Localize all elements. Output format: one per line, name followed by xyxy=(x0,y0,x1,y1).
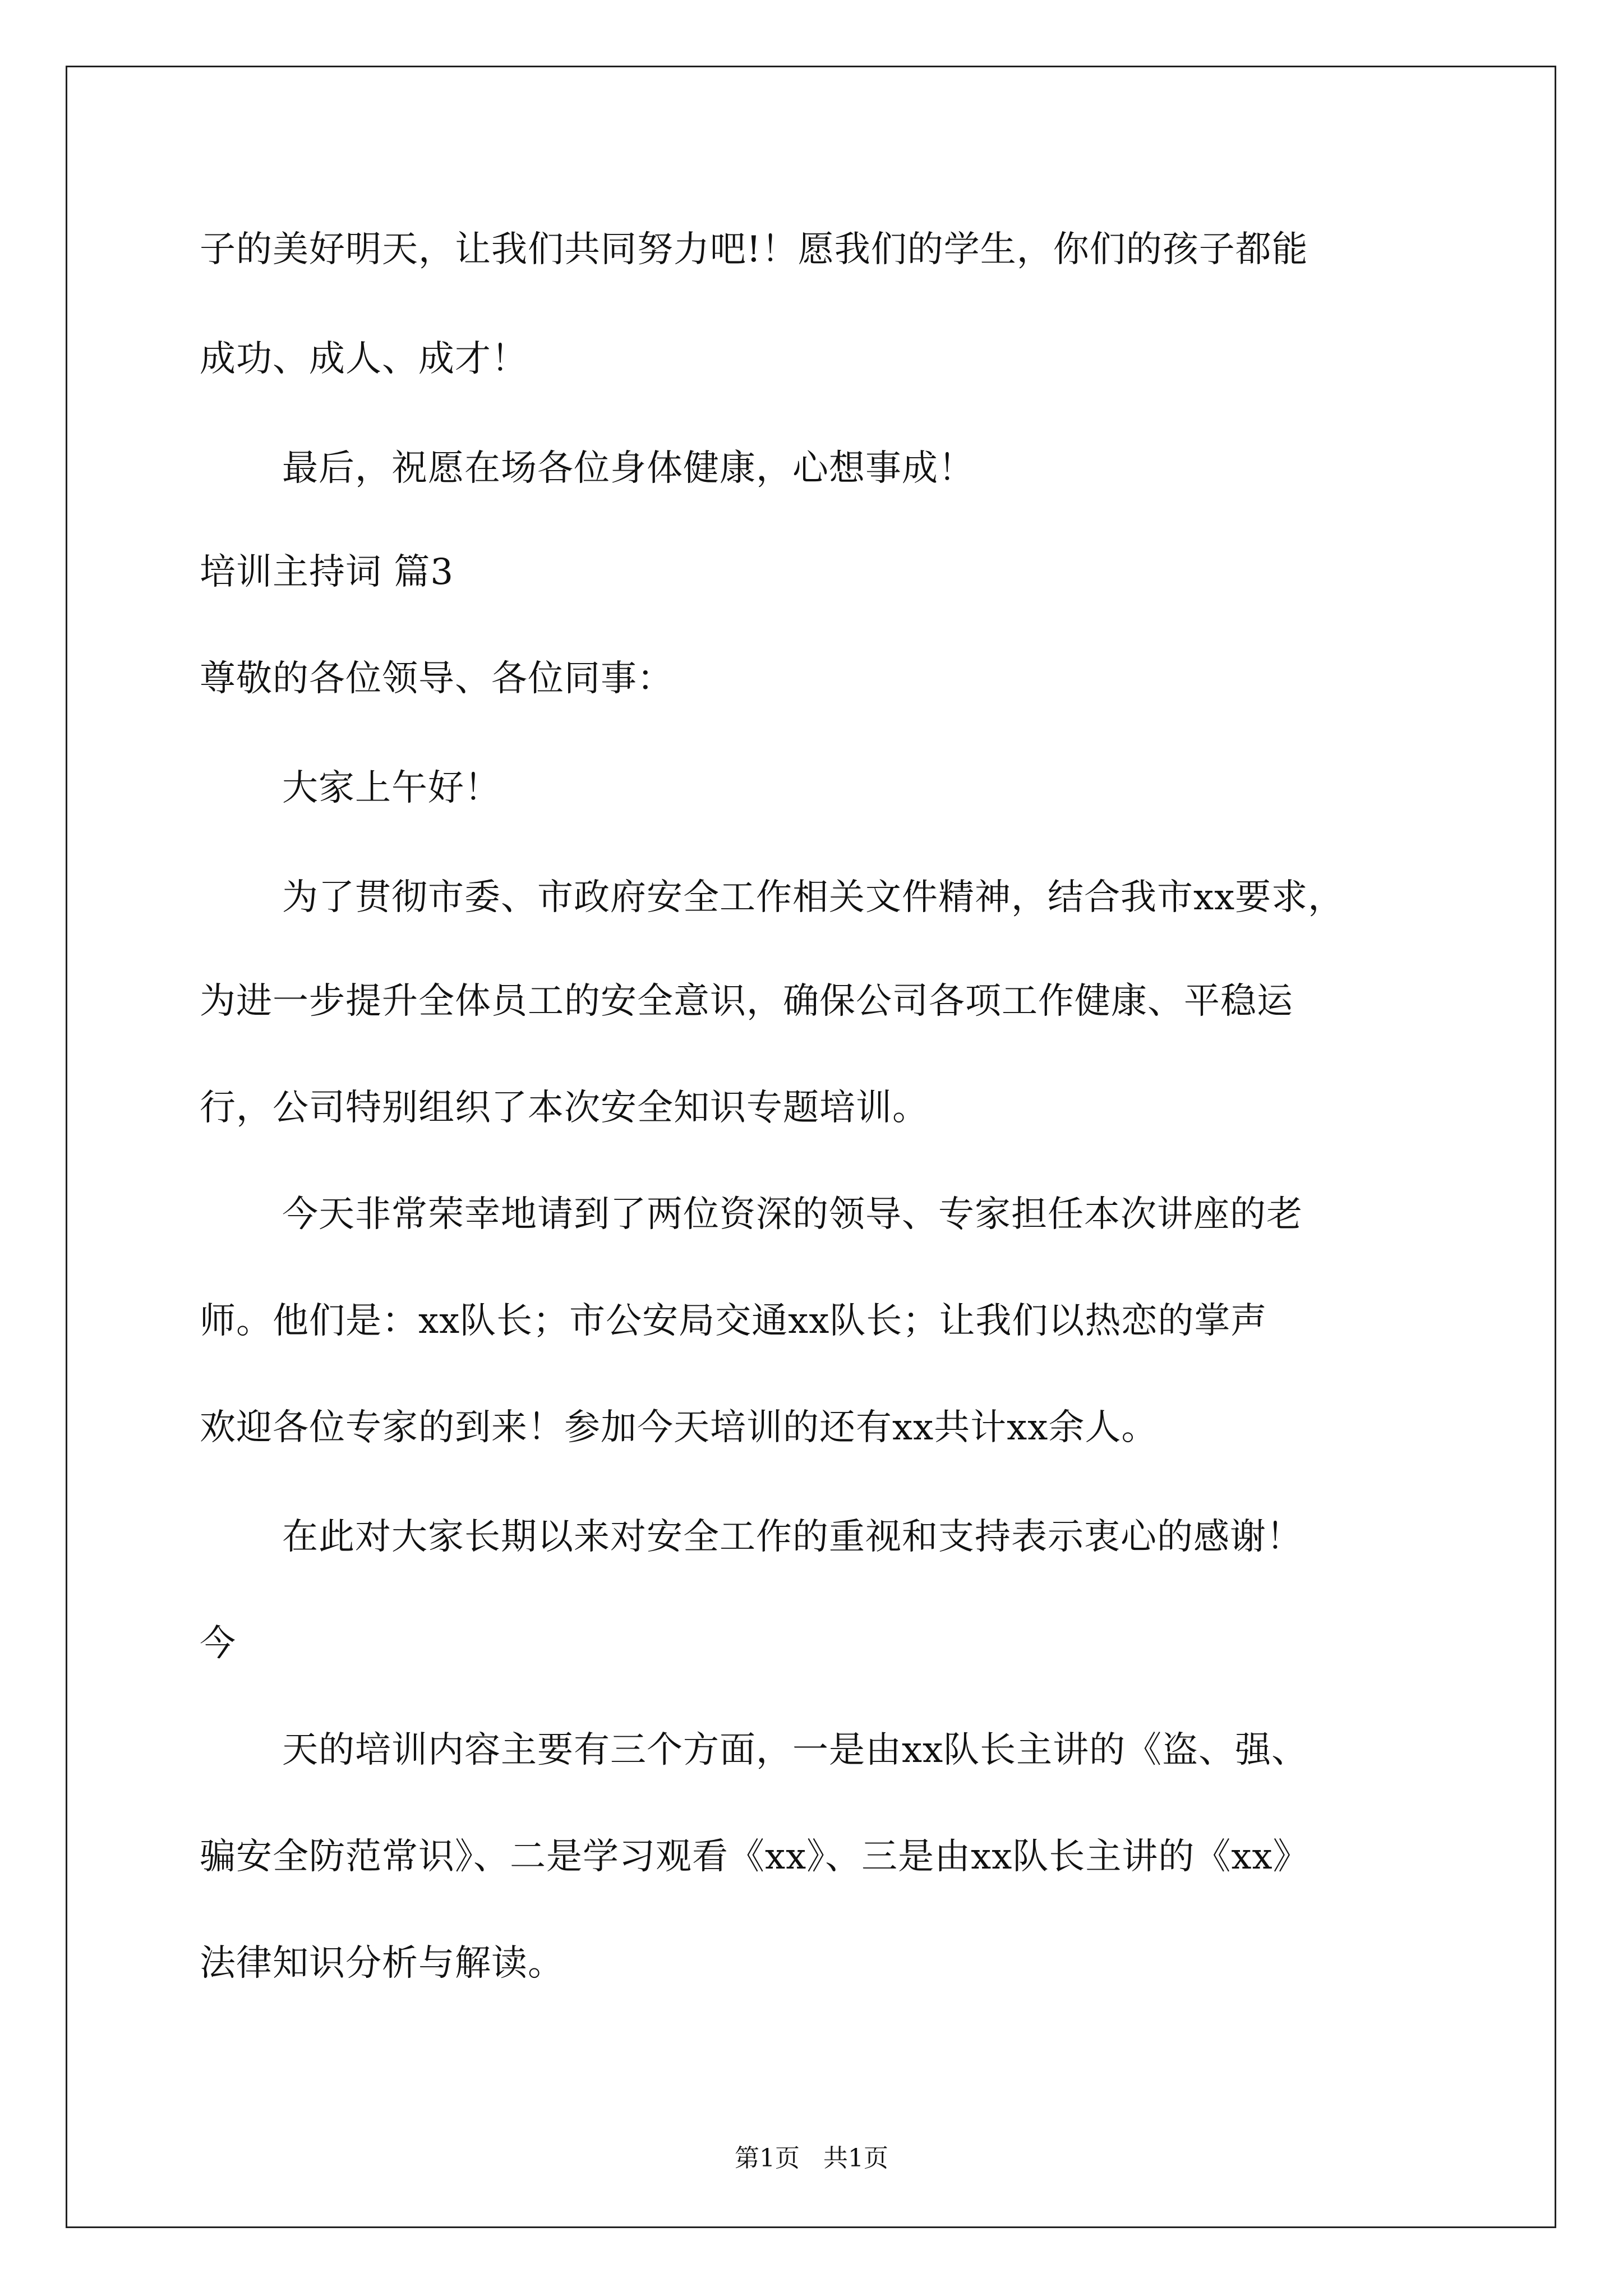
text-line: 行，公司特别组织了本次安全知识专题培训。 xyxy=(200,1087,929,1129)
text-line: 为进一步提升全体员工的安全意识，确保公司各项工作健康、平稳运 xyxy=(200,981,1293,1022)
text-line: 子的美好明天，让我们共同努力吧!！愿我们的学生，你们的孩子都能 xyxy=(200,229,1308,270)
text-line: 欢迎各位专家的到来！参加今天培训的还有xx共计xx余人。 xyxy=(200,1407,1158,1448)
page-frame xyxy=(66,66,1556,2228)
text-line: 骗安全防范常识》、二是学习观看《xx》、三是由xx队长主讲的《xx》 xyxy=(200,1836,1310,1878)
text-line: 成功、成人、成才！ xyxy=(200,338,528,380)
text-line: 大家上午好！ xyxy=(282,767,501,809)
text-line: 最后，祝愿在场各位身体健康，心想事成！ xyxy=(282,448,975,489)
salutation: 尊敬的各位领导、各位同事： xyxy=(200,658,674,700)
section-heading: 培训主持词 篇3 xyxy=(200,551,454,593)
text-line: 今 xyxy=(200,1623,236,1664)
text-line: 天的培训内容主要有三个方面，一是由xx队长主讲的《盗、强、 xyxy=(282,1729,1308,1771)
text-line: 今天非常荣幸地请到了两位资深的领导、专家担任本次讲座的老 xyxy=(282,1194,1303,1235)
text-line: 为了贯彻市委、市政府安全工作相关文件精神，结合我市xx要求， xyxy=(282,877,1345,918)
text-line: 师。他们是：xx队长；市公安局交通xx队长；让我们以热恋的掌声 xyxy=(200,1300,1267,1342)
text-line: 在此对大家长期以来对安全工作的重视和支持表示衷心的感谢！ xyxy=(282,1516,1303,1558)
page-footer: 第1页 共1页 xyxy=(735,2144,888,2173)
text-line: 法律知识分析与解读。 xyxy=(200,1943,564,1984)
